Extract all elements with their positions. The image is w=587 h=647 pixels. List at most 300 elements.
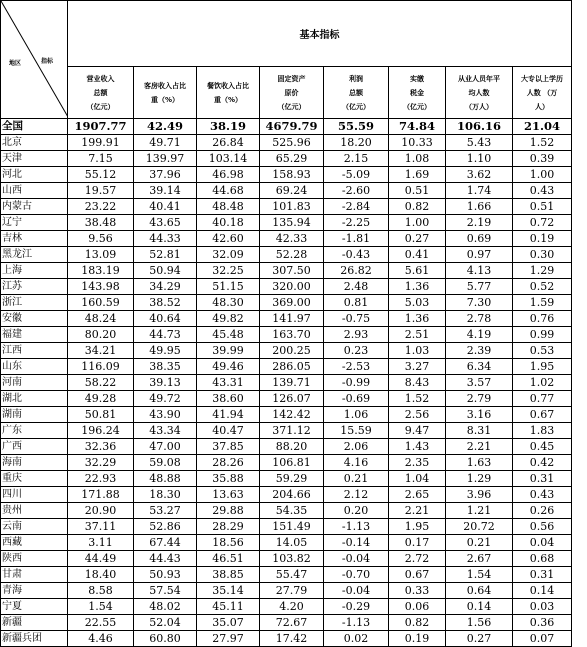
value-cell: 15.59 [324,423,389,439]
value-cell: 18.40 [68,567,134,583]
value-cell: 0.53 [513,343,572,359]
value-cell: 0.51 [513,199,572,215]
value-cell: 135.94 [260,215,324,231]
value-cell: 9.56 [68,231,134,247]
table-row [1,423,572,439]
value-cell: 40.41 [134,199,197,215]
table-row [1,343,572,359]
value-cell: 34.29 [134,279,197,295]
value-cell: 1.10 [446,151,513,167]
value-cell: 2.65 [389,487,446,503]
value-cell: 28.26 [197,455,260,471]
value-cell: 0.19 [513,231,572,247]
value-cell: 0.45 [513,439,572,455]
value-cell: 2.48 [324,279,389,295]
value-cell: 49.72 [134,391,197,407]
region-name-cell: 湖南 [1,407,68,423]
value-cell: 1.21 [446,503,513,519]
value-cell: 0.31 [513,567,572,583]
value-cell: 37.96 [134,167,197,183]
region-name-cell: 江西 [1,343,68,359]
value-cell: 46.51 [197,551,260,567]
corner-header-cell [1,1,68,119]
value-cell: 44.68 [197,183,260,199]
value-cell: 0.82 [389,199,446,215]
value-cell: 44.33 [134,231,197,247]
value-cell: -0.29 [324,599,389,615]
value-cell: 2.67 [446,551,513,567]
value-cell: 106.16 [446,119,513,135]
value-cell: -1.13 [324,519,389,535]
region-name-cell: 广东 [1,423,68,439]
value-cell: 9.47 [389,423,446,439]
value-cell: 204.66 [260,487,324,503]
table-row [1,599,572,615]
value-cell: 103.82 [260,551,324,567]
value-cell: 200.25 [260,343,324,359]
value-cell: -2.84 [324,199,389,215]
value-cell: 369.00 [260,295,324,311]
value-cell: 0.68 [513,551,572,567]
value-cell: 20.72 [446,519,513,535]
value-cell: 48.24 [68,311,134,327]
region-name-cell: 海南 [1,455,68,471]
value-cell: 4.46 [68,631,134,647]
region-name-cell: 湖北 [1,391,68,407]
value-cell: 1.63 [446,455,513,471]
value-cell: 2.19 [446,215,513,231]
region-name-cell: 青海 [1,583,68,599]
value-cell: 48.30 [197,295,260,311]
value-cell: 2.35 [389,455,446,471]
value-cell: 32.09 [197,247,260,263]
value-cell: 139.71 [260,375,324,391]
value-cell: 0.42 [513,455,572,471]
value-cell: 49.46 [197,359,260,375]
value-cell: 40.18 [197,215,260,231]
region-name-cell: 辽宁 [1,215,68,231]
value-cell: 183.19 [68,263,134,279]
region-name-cell: 福建 [1,327,68,343]
value-cell: 199.91 [68,135,134,151]
region-name-cell: 浙江 [1,295,68,311]
value-cell: 1.36 [389,279,446,295]
region-name-cell: 上海 [1,263,68,279]
table-row [1,375,572,391]
region-name-cell: 北京 [1,135,68,151]
value-cell: 163.70 [260,327,324,343]
value-cell: 45.11 [197,599,260,615]
region-name-cell: 安徽 [1,311,68,327]
column-header-line: 总额 [349,88,363,97]
value-cell: 0.31 [513,471,572,487]
corner-label-indicator: 指标 [41,58,54,65]
value-cell: 20.90 [68,503,134,519]
value-cell: 43.34 [134,423,197,439]
value-cell: 41.94 [197,407,260,423]
table-row [1,407,572,423]
table-row [1,471,572,487]
value-cell: 40.64 [134,311,197,327]
column-header-line: 均人数 [468,88,490,97]
value-cell: 0.33 [389,583,446,599]
value-cell: 0.64 [446,583,513,599]
value-cell: 67.44 [134,535,197,551]
value-cell: 4.13 [446,263,513,279]
value-cell: 59.08 [134,455,197,471]
value-cell: 49.95 [134,343,197,359]
value-cell: 48.48 [197,199,260,215]
value-cell: 2.56 [389,407,446,423]
value-cell: 13.09 [68,247,134,263]
value-cell: 42.33 [260,231,324,247]
value-cell: 286.05 [260,359,324,375]
region-name-cell: 新疆 [1,615,68,631]
value-cell: 1.56 [446,615,513,631]
value-cell: -0.04 [324,551,389,567]
table-row [1,231,572,247]
value-cell: 1907.77 [68,119,134,135]
value-cell: 0.81 [324,295,389,311]
value-cell: 59.29 [260,471,324,487]
value-cell: -2.60 [324,183,389,199]
table-row [1,535,572,551]
value-cell: 1.95 [389,519,446,535]
value-cell: 0.21 [324,471,389,487]
table-row [1,583,572,599]
value-cell: 1.59 [513,295,572,311]
value-cell: 3.62 [446,167,513,183]
value-cell: 0.67 [389,567,446,583]
region-name-cell: 新疆兵团 [1,631,68,647]
region-name-cell: 西藏 [1,535,68,551]
value-cell: 50.94 [134,263,197,279]
column-header-line: （万人） [465,102,493,111]
region-name-cell: 四川 [1,487,68,503]
table-row [1,503,572,519]
value-cell: 3.16 [446,407,513,423]
value-cell: 52.28 [260,247,324,263]
column-header-1 [134,67,197,119]
value-cell: 32.36 [68,439,134,455]
value-cell: 38.60 [197,391,260,407]
value-cell: 3.27 [389,359,446,375]
value-cell: 142.42 [260,407,324,423]
value-cell: 51.15 [197,279,260,295]
value-cell: 49.71 [134,135,197,151]
value-cell: 0.17 [389,535,446,551]
value-cell: -0.43 [324,247,389,263]
value-cell: 35.14 [197,583,260,599]
value-cell: 8.58 [68,583,134,599]
value-cell: 38.19 [197,119,260,135]
region-name-cell: 广西 [1,439,68,455]
region-name-cell: 甘肃 [1,567,68,583]
value-cell: 0.52 [513,279,572,295]
column-header-line: 从业人员年平 [458,74,500,83]
value-cell: 27.97 [197,631,260,647]
value-cell: 39.14 [134,183,197,199]
column-header-line: 营业收入 [86,74,115,83]
value-cell: 44.73 [134,327,197,343]
value-cell: 43.90 [134,407,197,423]
value-cell: 28.29 [197,519,260,535]
table-row [1,135,572,151]
value-cell: 3.96 [446,487,513,503]
value-cell: 143.98 [68,279,134,295]
value-cell: 53.27 [134,503,197,519]
value-cell: 307.50 [260,263,324,279]
column-header-line: （亿元） [277,102,306,111]
value-cell: 2.06 [324,439,389,455]
table-row [1,359,572,375]
value-cell: -1.81 [324,231,389,247]
value-cell: 0.04 [513,535,572,551]
value-cell: 69.24 [260,183,324,199]
table-row [1,263,572,279]
value-cell: 1.52 [513,135,572,151]
value-cell: -0.99 [324,375,389,391]
value-cell: 2.51 [389,327,446,343]
value-cell: 55.12 [68,167,134,183]
value-cell: -0.14 [324,535,389,551]
value-cell: 0.07 [513,631,572,647]
column-header-0 [68,67,134,119]
value-cell: 0.20 [324,503,389,519]
value-cell: 38.52 [134,295,197,311]
value-cell: 1.74 [446,183,513,199]
column-header-line: 客房收入占比 [144,81,186,90]
table-row [1,551,572,567]
value-cell: 21.04 [513,119,572,135]
value-cell: 1.03 [389,343,446,359]
value-cell: 48.02 [134,599,197,615]
value-cell: 2.12 [324,487,389,503]
value-cell: 37.11 [68,519,134,535]
value-cell: 49.28 [68,391,134,407]
value-cell: 60.80 [134,631,197,647]
value-cell: 55.47 [260,567,324,583]
value-cell: 40.47 [197,423,260,439]
table-row [1,247,572,263]
value-cell: 1.95 [513,359,572,375]
column-header-line: 实缴 [410,74,424,83]
value-cell: 55.59 [324,119,389,135]
value-cell: 8.43 [389,375,446,391]
corner-label-region: 地区 [9,60,22,67]
value-cell: 74.84 [389,119,446,135]
table-row-total [1,119,572,135]
region-name-cell: 吉林 [1,231,68,247]
value-cell: 35.88 [197,471,260,487]
value-cell: 14.05 [260,535,324,551]
value-cell: -0.75 [324,311,389,327]
value-cell: 4679.79 [260,119,324,135]
value-cell: 5.61 [389,263,446,279]
column-header-line: 人） [535,102,549,111]
column-header-7 [513,67,572,119]
value-cell: 7.30 [446,295,513,311]
value-cell: 1.02 [513,375,572,391]
value-cell: -5.09 [324,167,389,183]
value-cell: 1.83 [513,423,572,439]
column-header-line: 总额 [93,88,108,97]
value-cell: 6.34 [446,359,513,375]
value-cell: 39.13 [134,375,197,391]
value-cell: 0.99 [513,327,572,343]
value-cell: 1.52 [389,391,446,407]
value-cell: 1.00 [389,215,446,231]
value-cell: 171.88 [68,487,134,503]
value-cell: 1.43 [389,439,446,455]
value-cell: 101.83 [260,199,324,215]
region-name-cell: 陕西 [1,551,68,567]
value-cell: 2.21 [389,503,446,519]
value-cell: 72.67 [260,615,324,631]
value-cell: 2.79 [446,391,513,407]
value-cell: 371.12 [260,423,324,439]
value-cell: 106.81 [260,455,324,471]
value-cell: 3.57 [446,375,513,391]
value-cell: 38.85 [197,567,260,583]
value-cell: 50.81 [68,407,134,423]
value-cell: 1.36 [389,311,446,327]
value-cell: 0.03 [513,599,572,615]
value-cell: 0.41 [389,247,446,263]
column-header-line: （亿元） [342,102,370,111]
column-header-line: 餐饮收入占比 [207,81,249,90]
value-cell: 1.66 [446,199,513,215]
value-cell: 2.78 [446,311,513,327]
value-cell: 1.29 [513,263,572,279]
value-cell: 196.24 [68,423,134,439]
value-cell: 0.14 [446,599,513,615]
column-header-line: （亿元） [403,102,431,111]
table-row [1,199,572,215]
value-cell: 32.29 [68,455,134,471]
column-header-line: 税金 [410,88,424,97]
region-name-cell: 河南 [1,375,68,391]
region-name-cell: 宁夏 [1,599,68,615]
value-cell: 39.99 [197,343,260,359]
value-cell: 18.30 [134,487,197,503]
value-cell: 26.82 [324,263,389,279]
value-cell: 0.23 [324,343,389,359]
value-cell: 103.14 [197,151,260,167]
value-cell: 0.69 [446,231,513,247]
region-name-cell: 黑龙江 [1,247,68,263]
value-cell: 2.93 [324,327,389,343]
value-cell: 27.79 [260,583,324,599]
value-cell: 1.08 [389,151,446,167]
value-cell: 10.33 [389,135,446,151]
value-cell: 88.20 [260,439,324,455]
column-header-3 [260,67,324,119]
table-row [1,311,572,327]
value-cell: -2.25 [324,215,389,231]
value-cell: 160.59 [68,295,134,311]
value-cell: 49.82 [197,311,260,327]
value-cell: 8.31 [446,423,513,439]
value-cell: 0.97 [446,247,513,263]
value-cell: 0.56 [513,519,572,535]
value-cell: 52.86 [134,519,197,535]
value-cell: 46.98 [197,167,260,183]
value-cell: 0.82 [389,615,446,631]
group-header-basic-indicators: 基本指标 [68,1,572,67]
column-header-line: 利润 [349,74,363,83]
value-cell: 0.72 [513,215,572,231]
column-header-line: 重（%） [150,95,179,104]
value-cell: 23.22 [68,199,134,215]
value-cell: 1.04 [389,471,446,487]
value-cell: 0.06 [389,599,446,615]
value-cell: 0.26 [513,503,572,519]
column-header-4 [324,67,389,119]
value-cell: 2.15 [324,151,389,167]
value-cell: 44.49 [68,551,134,567]
region-name-cell: 河北 [1,167,68,183]
table-row [1,391,572,407]
value-cell: 2.39 [446,343,513,359]
table-row [1,215,572,231]
value-cell: 0.67 [513,407,572,423]
value-cell: 320.00 [260,279,324,295]
value-cell: 32.25 [197,263,260,279]
region-name-cell: 全国 [1,119,68,135]
value-cell: 1.29 [446,471,513,487]
value-cell: 58.22 [68,375,134,391]
column-header-line: 大专以上学历 [521,74,563,83]
value-cell: 0.30 [513,247,572,263]
value-cell: 4.19 [446,327,513,343]
value-cell: 80.20 [68,327,134,343]
value-cell: 0.27 [446,631,513,647]
column-header-line: 人数 （万 [526,88,558,97]
table-row [1,279,572,295]
value-cell: 22.55 [68,615,134,631]
table-row [1,487,572,503]
value-cell: 54.35 [260,503,324,519]
value-cell: 19.57 [68,183,134,199]
table-row [1,327,572,343]
table-row [1,439,572,455]
region-name-cell: 山东 [1,359,68,375]
value-cell: 48.88 [134,471,197,487]
value-cell: 5.03 [389,295,446,311]
value-cell: -1.13 [324,615,389,631]
value-cell: 0.27 [389,231,446,247]
value-cell: 1.69 [389,167,446,183]
value-cell: 42.60 [197,231,260,247]
table-row [1,631,572,647]
column-header-line: （亿元） [86,102,115,111]
value-cell: 4.20 [260,599,324,615]
value-cell: -0.70 [324,567,389,583]
value-cell: 0.02 [324,631,389,647]
region-name-cell: 江苏 [1,279,68,295]
value-cell: 35.07 [197,615,260,631]
value-cell: 151.49 [260,519,324,535]
table-row [1,455,572,471]
value-cell: 22.93 [68,471,134,487]
value-cell: 43.65 [134,215,197,231]
value-cell: 65.29 [260,151,324,167]
value-cell: 52.81 [134,247,197,263]
column-header-line: 固定资产 [277,74,306,83]
value-cell: 1.06 [324,407,389,423]
value-cell: 1.00 [513,167,572,183]
